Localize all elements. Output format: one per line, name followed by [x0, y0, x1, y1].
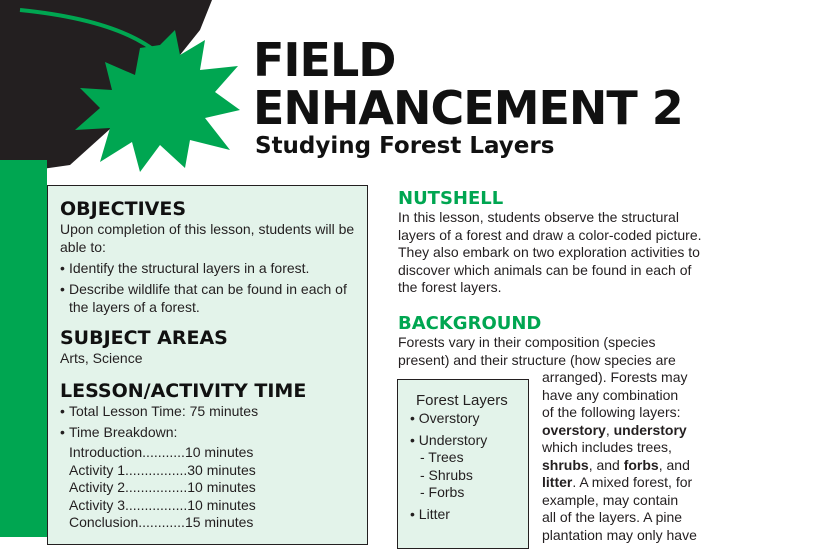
background-text-wrap: arranged). Forests may have any combination of the following layers: overstory, understory which includes trees, shrubs, and forbs, and litter. A mixed forest, for example, may contain all of the layers. A pine plantation may only have — [542, 369, 697, 543]
objective-item: • Describe wildlife that can be found in each of the layers of a forest. — [60, 281, 347, 315]
layer-item: • Understory — [410, 431, 488, 448]
page-title-line2: ENHANCEMENT 2 — [253, 81, 683, 135]
layer-subitem: - Trees — [420, 449, 464, 465]
page-title-line1: FIELD — [253, 33, 396, 87]
background-heading: BACKGROUND — [398, 313, 542, 334]
nutshell-text: In this lesson, students observe the structural layers of a forest and draw a color-coded picture. They also embark on two exploration activities to discover which animals can be found in each of the forest layers. — [398, 209, 702, 295]
objective-item: • Identify the structural layers in a forest. — [60, 260, 310, 276]
layer-subitem: - Shrubs — [420, 466, 473, 483]
timing-row: Activity 3................10 minutes — [69, 496, 256, 513]
page-subtitle: Studying Forest Layers — [255, 133, 555, 159]
timing-row: Activity 1................30 minutes — [69, 461, 256, 478]
layer-subitem: - Forbs — [420, 484, 465, 500]
forest-layers-heading: Forest Layers — [416, 392, 508, 409]
total-lesson-time: • Total Lesson Time: 75 minutes — [60, 403, 259, 419]
subject-areas-heading: SUBJECT AREAS — [60, 327, 228, 349]
objectives-box — [47, 185, 368, 545]
subject-areas-text: Arts, Science — [60, 350, 143, 366]
timing-row: Activity 2................10 minutes — [69, 479, 256, 495]
timing-row: Introduction...........10 minutes — [69, 444, 254, 460]
timing-row: Conclusion............15 minutes — [69, 514, 254, 530]
lesson-time-heading: LESSON/ACTIVITY TIME — [60, 380, 307, 402]
time-breakdown-label: • Time Breakdown: — [60, 424, 178, 440]
nutshell-heading: NUTSHELL — [398, 188, 504, 209]
layer-item: • Overstory — [410, 410, 480, 426]
objectives-intro: Upon completion of this lesson, students will be able to: — [60, 221, 355, 255]
layer-item: • Litter — [410, 505, 450, 522]
background-text-top: Forests vary in their composition (species present) and their structure (how species are — [398, 334, 676, 368]
forest-layers-box — [397, 379, 529, 549]
green-side-strip — [0, 160, 47, 537]
objectives-heading: OBJECTIVES — [60, 198, 187, 220]
maple-leaf-icon — [0, 0, 260, 200]
